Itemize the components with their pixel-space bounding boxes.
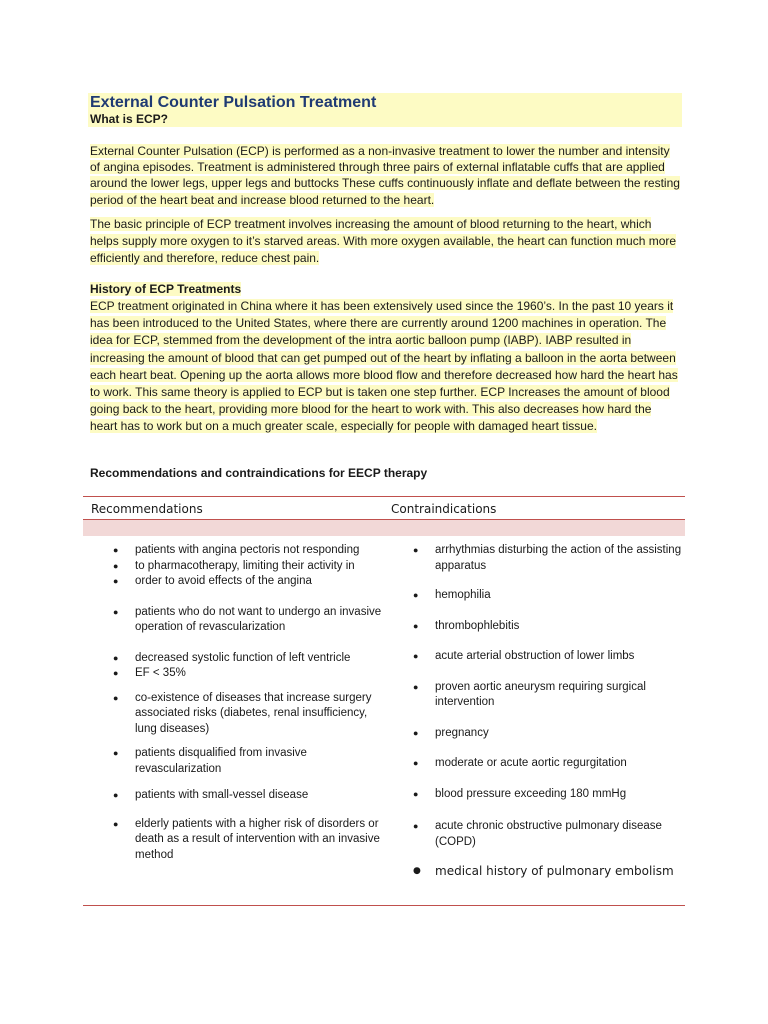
recommendations-table: [83, 496, 685, 906]
bullet-icon: ●: [413, 545, 419, 555]
list-item: ● blood pressure exceeding 180 mmHg: [413, 787, 683, 803]
list-item: ● acute chronic obstructive pulmonary disease (COPD): [413, 820, 662, 848]
contraindications-list: [413, 543, 683, 881]
bullet-icon: ●: [413, 788, 419, 799]
list-item: ● patients with angina pectoris not responding: [113, 543, 385, 559]
bullet-icon: ●: [113, 652, 119, 663]
bullet-icon: ●: [413, 681, 419, 692]
bullet-icon: ●: [413, 651, 419, 661]
list-item: ● arrhythmias disturbing the action of the assisting apparatus: [413, 544, 682, 572]
paragraph-text: External Counter Pulsation (ECP) is performed as a non-invasive treatment to lower the number and intensity of angina episodes. Treatment is administered through three pairs of external inflatable cuffs that are applied around the lower legs, upper legs and buttocks These cuffs continuously inflate and deflate between the resting period of the heart beat and increase blood returned to the heart.: [90, 144, 680, 207]
heading-text: History of ECP Treatments: [90, 282, 242, 296]
list-item: ● decreased systolic function of left ventricle: [113, 651, 385, 667]
bullet-icon: ●: [413, 727, 419, 738]
list-item: ● elderly patients with a higher risk of disorders or death as a result of intervention with an invasive method: [113, 817, 380, 861]
list-item: ● thrombophlebitis: [413, 619, 683, 635]
bullet-icon: ●: [113, 606, 119, 617]
list-item: ● medical history of pulmonary embolism: [413, 862, 683, 881]
column-header-contraindications: Contraindications: [391, 502, 497, 516]
table-header-row: [83, 497, 685, 519]
bullet-icon: ●: [113, 668, 119, 678]
list-item: ● hemophilia: [413, 588, 683, 604]
list-item: ● pregnancy: [413, 726, 683, 742]
section-heading-what-is-ecp: What is ECP?: [88, 111, 682, 127]
bullet-icon: ●: [413, 866, 421, 876]
list-item: ● order to avoid effects of the angina: [113, 574, 385, 590]
list-item: ● moderate or acute aortic regurgitation: [413, 756, 683, 772]
bullet-icon: ●: [413, 590, 419, 600]
list-item: ● acute arterial obstruction of lower limbs: [413, 649, 683, 665]
bullet-icon: ●: [113, 692, 119, 703]
bullet-icon: ●: [113, 576, 119, 586]
paragraph-text: The basic principle of ECP treatment involves increasing the amount of blood returning to the heart, which helps supply more oxygen to it’s starved areas. With more oxygen available, the heart can function much more efficiently and therefore, reduce chest pain.: [90, 217, 677, 265]
bullet-icon: ●: [113, 748, 119, 758]
paragraph-ecp-definition: [88, 143, 682, 208]
list-item: ● patients disqualified from invasive revascularization: [113, 747, 307, 775]
list-item: ● patients with small-vessel disease: [113, 788, 385, 804]
list-item: ● co-existence of diseases that increase surgery associated risks (diabetes, renal insufficiency, lung diseases): [113, 691, 372, 735]
bullet-icon: ●: [413, 821, 419, 831]
document-title: External Counter Pulsation Treatment: [88, 93, 682, 113]
list-item: ● patients who do not want to undergo an invasive operation of revascularization: [113, 605, 382, 633]
paragraph-text: ECP treatment originated in China where it has been extensively used since the 1960’s. In the past 10 years it has been introduced to the United States, where there are currently around 1200 machines in operation. The idea for ECP, stemmed from the development of the intra aortic balloon pump (IABP). IABP resulted in increasing the amount of blood that can get pumped out of the heart by inflating a balloon in the aorta between each heart beat. Opening up the aorta allows more blood flow and therefore decreased how hard the heart has to work. This same theory is applied to ECP but is taken one step further. ECP Increases the amount of blood going back to the heart, providing more blood for the heart to work with. This also decreases how hard the heart has to work but on a much greater scale, especially for people with damaged heart tissue.: [90, 299, 678, 434]
list-item: ● EF < 35%: [113, 666, 385, 682]
bullet-icon: ●: [113, 560, 119, 571]
bullet-icon: ●: [113, 818, 119, 829]
section-heading-recommendations: Recommendations and contraindications for EECP therapy: [90, 466, 428, 480]
column-header-recommendations: Recommendations: [91, 502, 203, 516]
bullet-icon: ●: [113, 545, 119, 555]
bullet-icon: ●: [113, 790, 119, 800]
paragraph-history: [88, 298, 682, 436]
recommendations-list: [113, 543, 385, 863]
section-heading-history: [88, 281, 682, 297]
bullet-icon: ●: [413, 758, 419, 768]
list-item: ● proven aortic aneurysm requiring surgical intervention: [413, 680, 646, 708]
table-shaded-row: [83, 519, 685, 536]
bullet-icon: ●: [413, 620, 419, 631]
paragraph-basic-principle: [88, 216, 682, 267]
list-item: ● to pharmacotherapy, limiting their activity in: [113, 559, 385, 575]
